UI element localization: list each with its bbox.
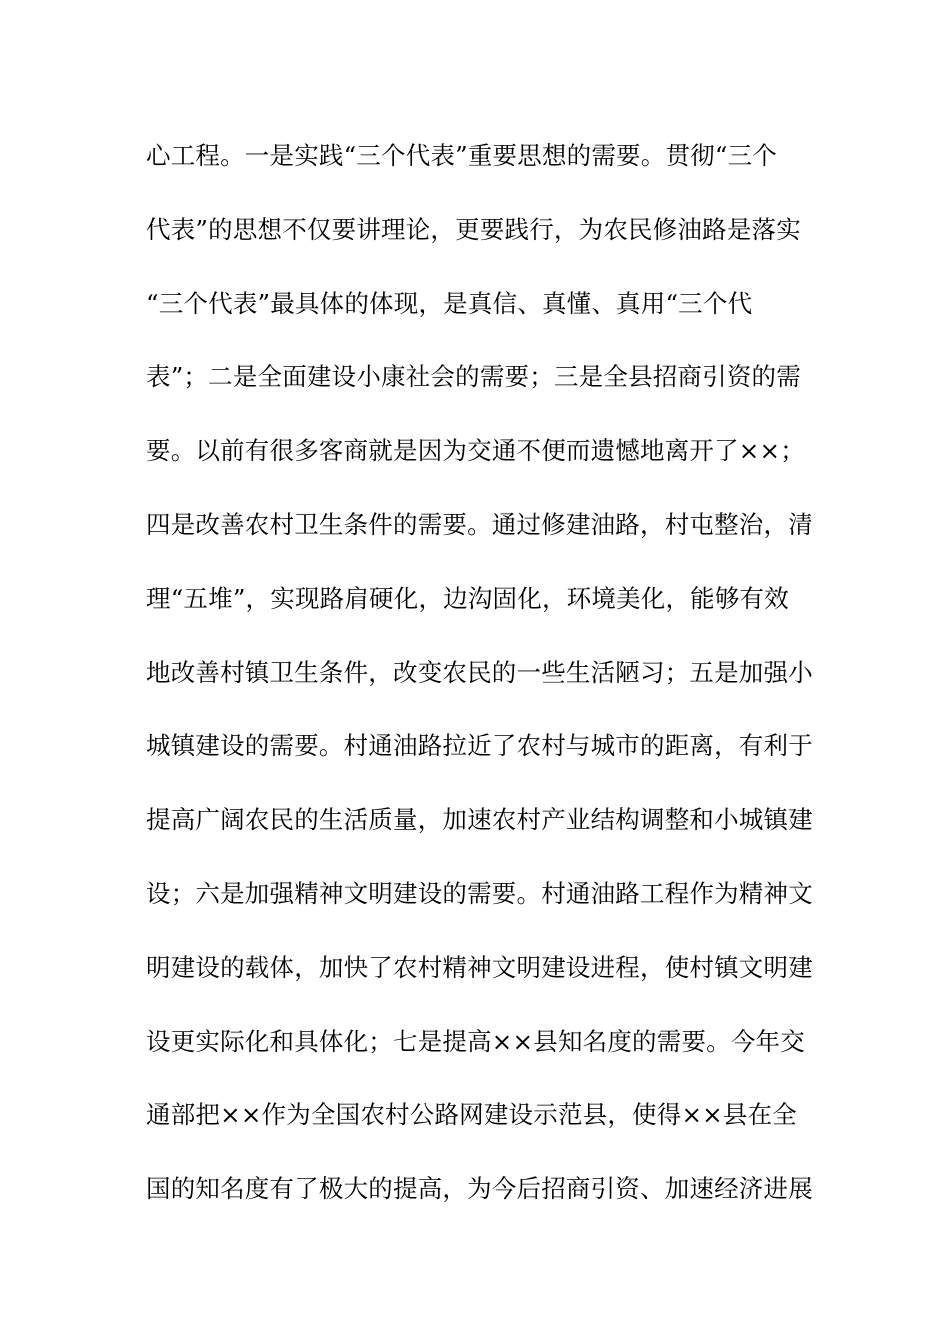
text-line: 理“五堆”，实现路肩硬化，边沟固化，环境美化，能够有效	[146, 583, 789, 613]
text-line: 要。以前有很多客商就是因为交通不便而遗憾地离开了××；	[146, 436, 805, 466]
text-line: 城镇建设的需要。村通油路拉近了农村与城市的距离，有利于	[146, 731, 813, 761]
text-line: 四是改善农村卫生条件的需要。通过修建油路，村屯整治，清	[146, 509, 813, 539]
text-line: “三个代表”最具体的体现，是真信、真懂、真用“三个代	[146, 288, 753, 318]
text-line: 地改善村镇卫生条件，改变农民的一些生活陋习；五是加强小	[146, 657, 813, 687]
text-line: 设；六是加强精神文明建设的需要。村通油路工程作为精神文	[146, 878, 813, 908]
text-line: 提高广阔农民的生活质量，加速农村产业结构调整和小城镇建	[146, 805, 813, 835]
text-line: 明建设的载体，加快了农村精神文明建设进程，使村镇文明建	[146, 952, 813, 982]
text-line: 设更实际化和具体化；七是提高××县知名度的需要。今年交	[146, 1026, 805, 1056]
body-paragraph	[146, 131, 816, 1238]
text-line: 通部把××作为全国农村公路网建设示范县，使得××县在全	[146, 1100, 798, 1130]
text-line: 国的知名度有了极大的提高，为今后招商引资、加速经济进展	[146, 1174, 813, 1204]
text-line: 心工程。一是实践“三个代表”重要思想的需要。贯彻“三个	[146, 141, 777, 170]
text-line: 代表”的思想不仅要讲理论，更要践行，为农民修油路是落实	[146, 214, 801, 244]
text-line: 表”；二是全面建设小康社会的需要；三是全县招商引资的需	[146, 362, 801, 392]
